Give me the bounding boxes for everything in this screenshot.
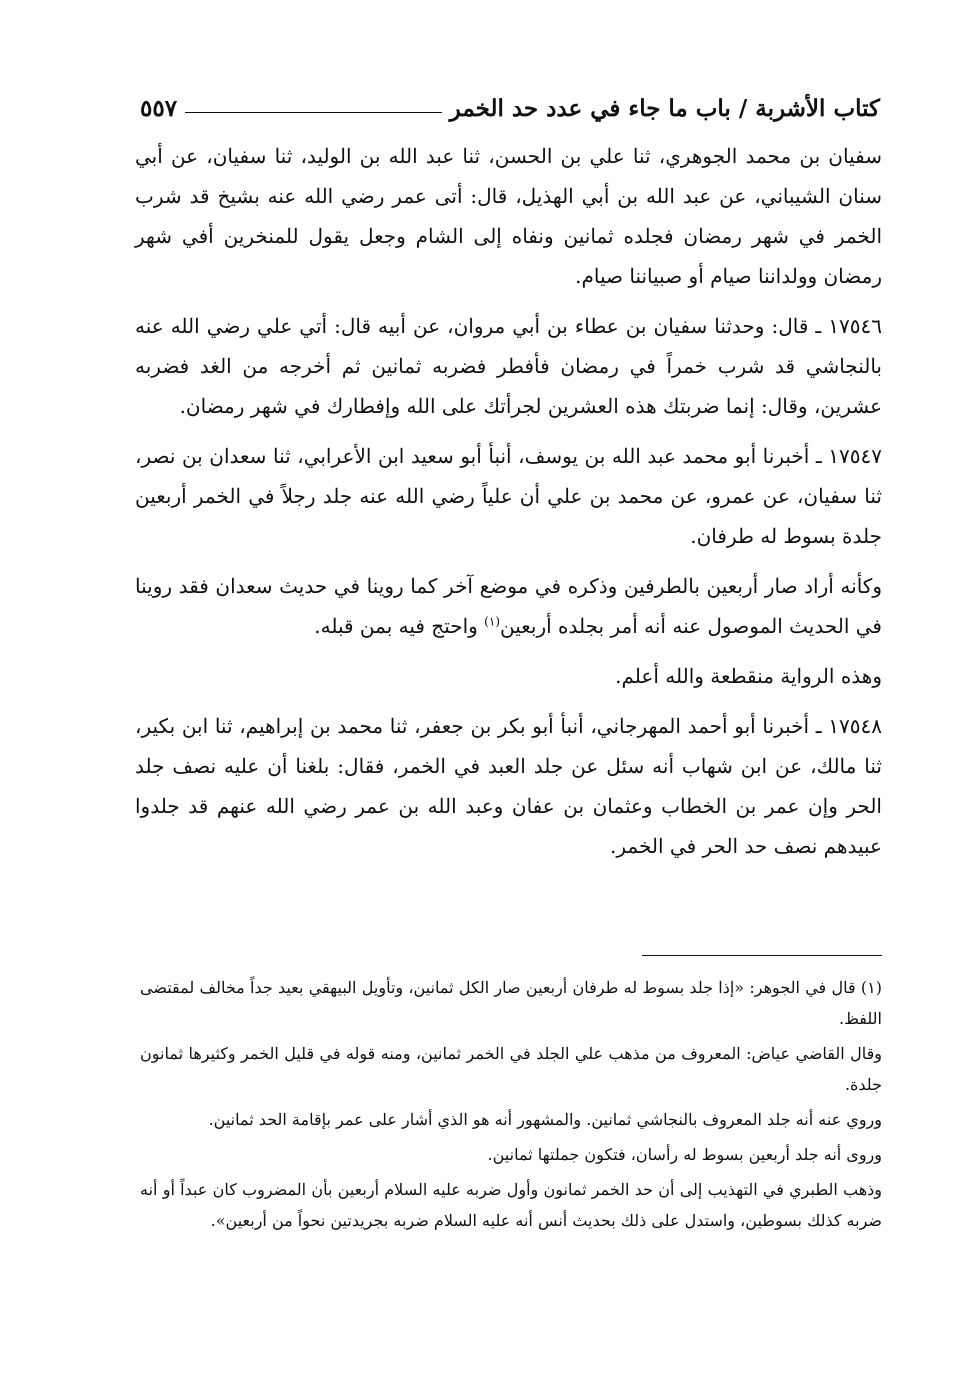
footnote-reference: (١) — [484, 614, 500, 629]
remark-paragraph: وهذه الرواية منقطعة والله أعلم. — [615, 664, 882, 688]
footnote-line: (١) قال في الجوهر: «إذا جلد بسوط له طرفان أربعين صار الكل ثمانين، وتأويل البيهقي بعيد جداً مخالف لمقتضى اللفظ. — [140, 978, 882, 1028]
footnote-separator — [642, 955, 882, 956]
paragraph: سفيان بن محمد الجوهري، ثنا علي بن الحسن، ثنا عبد الله بن الوليد، ثنا سفيان، عن أبي سنان الشيباني، عن عبد الله بن أبي الهذيل، قال: أتى عمر رضي الله عنه بشيخ قد شرب الخمر في شهر رمضان فجلده ثمانين ونفاه إلى الشام وجعل يقول للمنخرين أفي شهر رمضان وولداننا صيام أو صبياننا صيام. — [135, 144, 882, 288]
hadith-17546: ١٧٥٤٦ ـ قال: وحدثنا سفيان بن عطاء بن أبي مروان، عن أبيه قال: أتي علي رضي الله عنه بالنجاشي قد شرب خمراً في رمضان فأفطر فضربه ثمانين ثم أخرجه من الغد فضربه عشرين، وقال: إنما ضربتك هذه العشرين لجرأتك على الله وإفطارك في شهر رمضان. — [135, 314, 882, 418]
footnote-line: وروي عنه أنه جلد المعروف بالنجاشي ثمانين. والمشهور أنه هو الذي أشار على عمر بإقامة الحد ثمانين. — [208, 1110, 882, 1129]
page-number: ٥٥٧ — [140, 95, 178, 122]
footnote-line: وقال القاضي عياض: المعروف من مذهب علي الجلد في الخمر ثمانين، ومنه قوله في قليل الخمر وكثيرها ثمانون جلدة. — [140, 1044, 882, 1094]
hadith-17547: ١٧٥٤٧ ـ أخبرنا أبو محمد عبد الله بن يوسف، أنبأ أبو سعيد ابن الأعرابي، ثنا سعدان بن نصر، ثنا سفيان، عن عمرو، عن محمد بن علي أن علياً رضي الله عنه جلد رجلاً في الخمر أربعين جلدة بسوط له طرفان. — [135, 444, 882, 548]
footnotes — [140, 972, 882, 1240]
hadith-17548: ١٧٥٤٨ ـ أخبرنا أبو أحمد المهرجاني، أنبأ أبو بكر بن جعفر، ثنا محمد بن إبراهيم، ثنا ابن بكير، ثنا مالك، عن ابن شهاب أنه سئل عن جلد العبد في الخمر، فقال: بلغنا أن عليه نصف جلد الحر وإن عمر بن الخطاب وعثمان بن عفان وعبد الله بن عمر رضي الله عنهم قد جلدوا عبيدهم نصف حد الحر في الخمر. — [135, 714, 882, 858]
commentary-paragraph — [135, 566, 882, 646]
footnote-line: وذهب الطبري في التهذيب إلى أن حد الخمر ثمانون وأول ضربه عليه السلام أربعين بأن المضروب كان عبداً أو أنه ضربه كذلك بسوطين، واستدل على ذلك بحديث أنس أنه عليه السلام ضربه بجريدتين نحواً من أربعين». — [140, 1180, 882, 1230]
running-header — [140, 84, 880, 122]
footnote-line: وروى أنه جلد أربعين بسوط له رأسان، فتكون جملتها ثمانين. — [487, 1145, 882, 1164]
commentary-text: وكأنه أراد صار أربعين بالطرفين وذكره في موضع آخر كما روينا في حديث سعدان فقد روينا في الحديث الموصول عنه أنه أمر بجلده أربعين — [135, 574, 882, 638]
header-rule — [185, 112, 442, 113]
main-text — [135, 136, 882, 876]
commentary-text-end: واحتج فيه بمن قبله. — [314, 614, 485, 638]
chapter-title: كتاب الأشربة / باب ما جاء في عدد حد الخمر — [449, 95, 880, 122]
